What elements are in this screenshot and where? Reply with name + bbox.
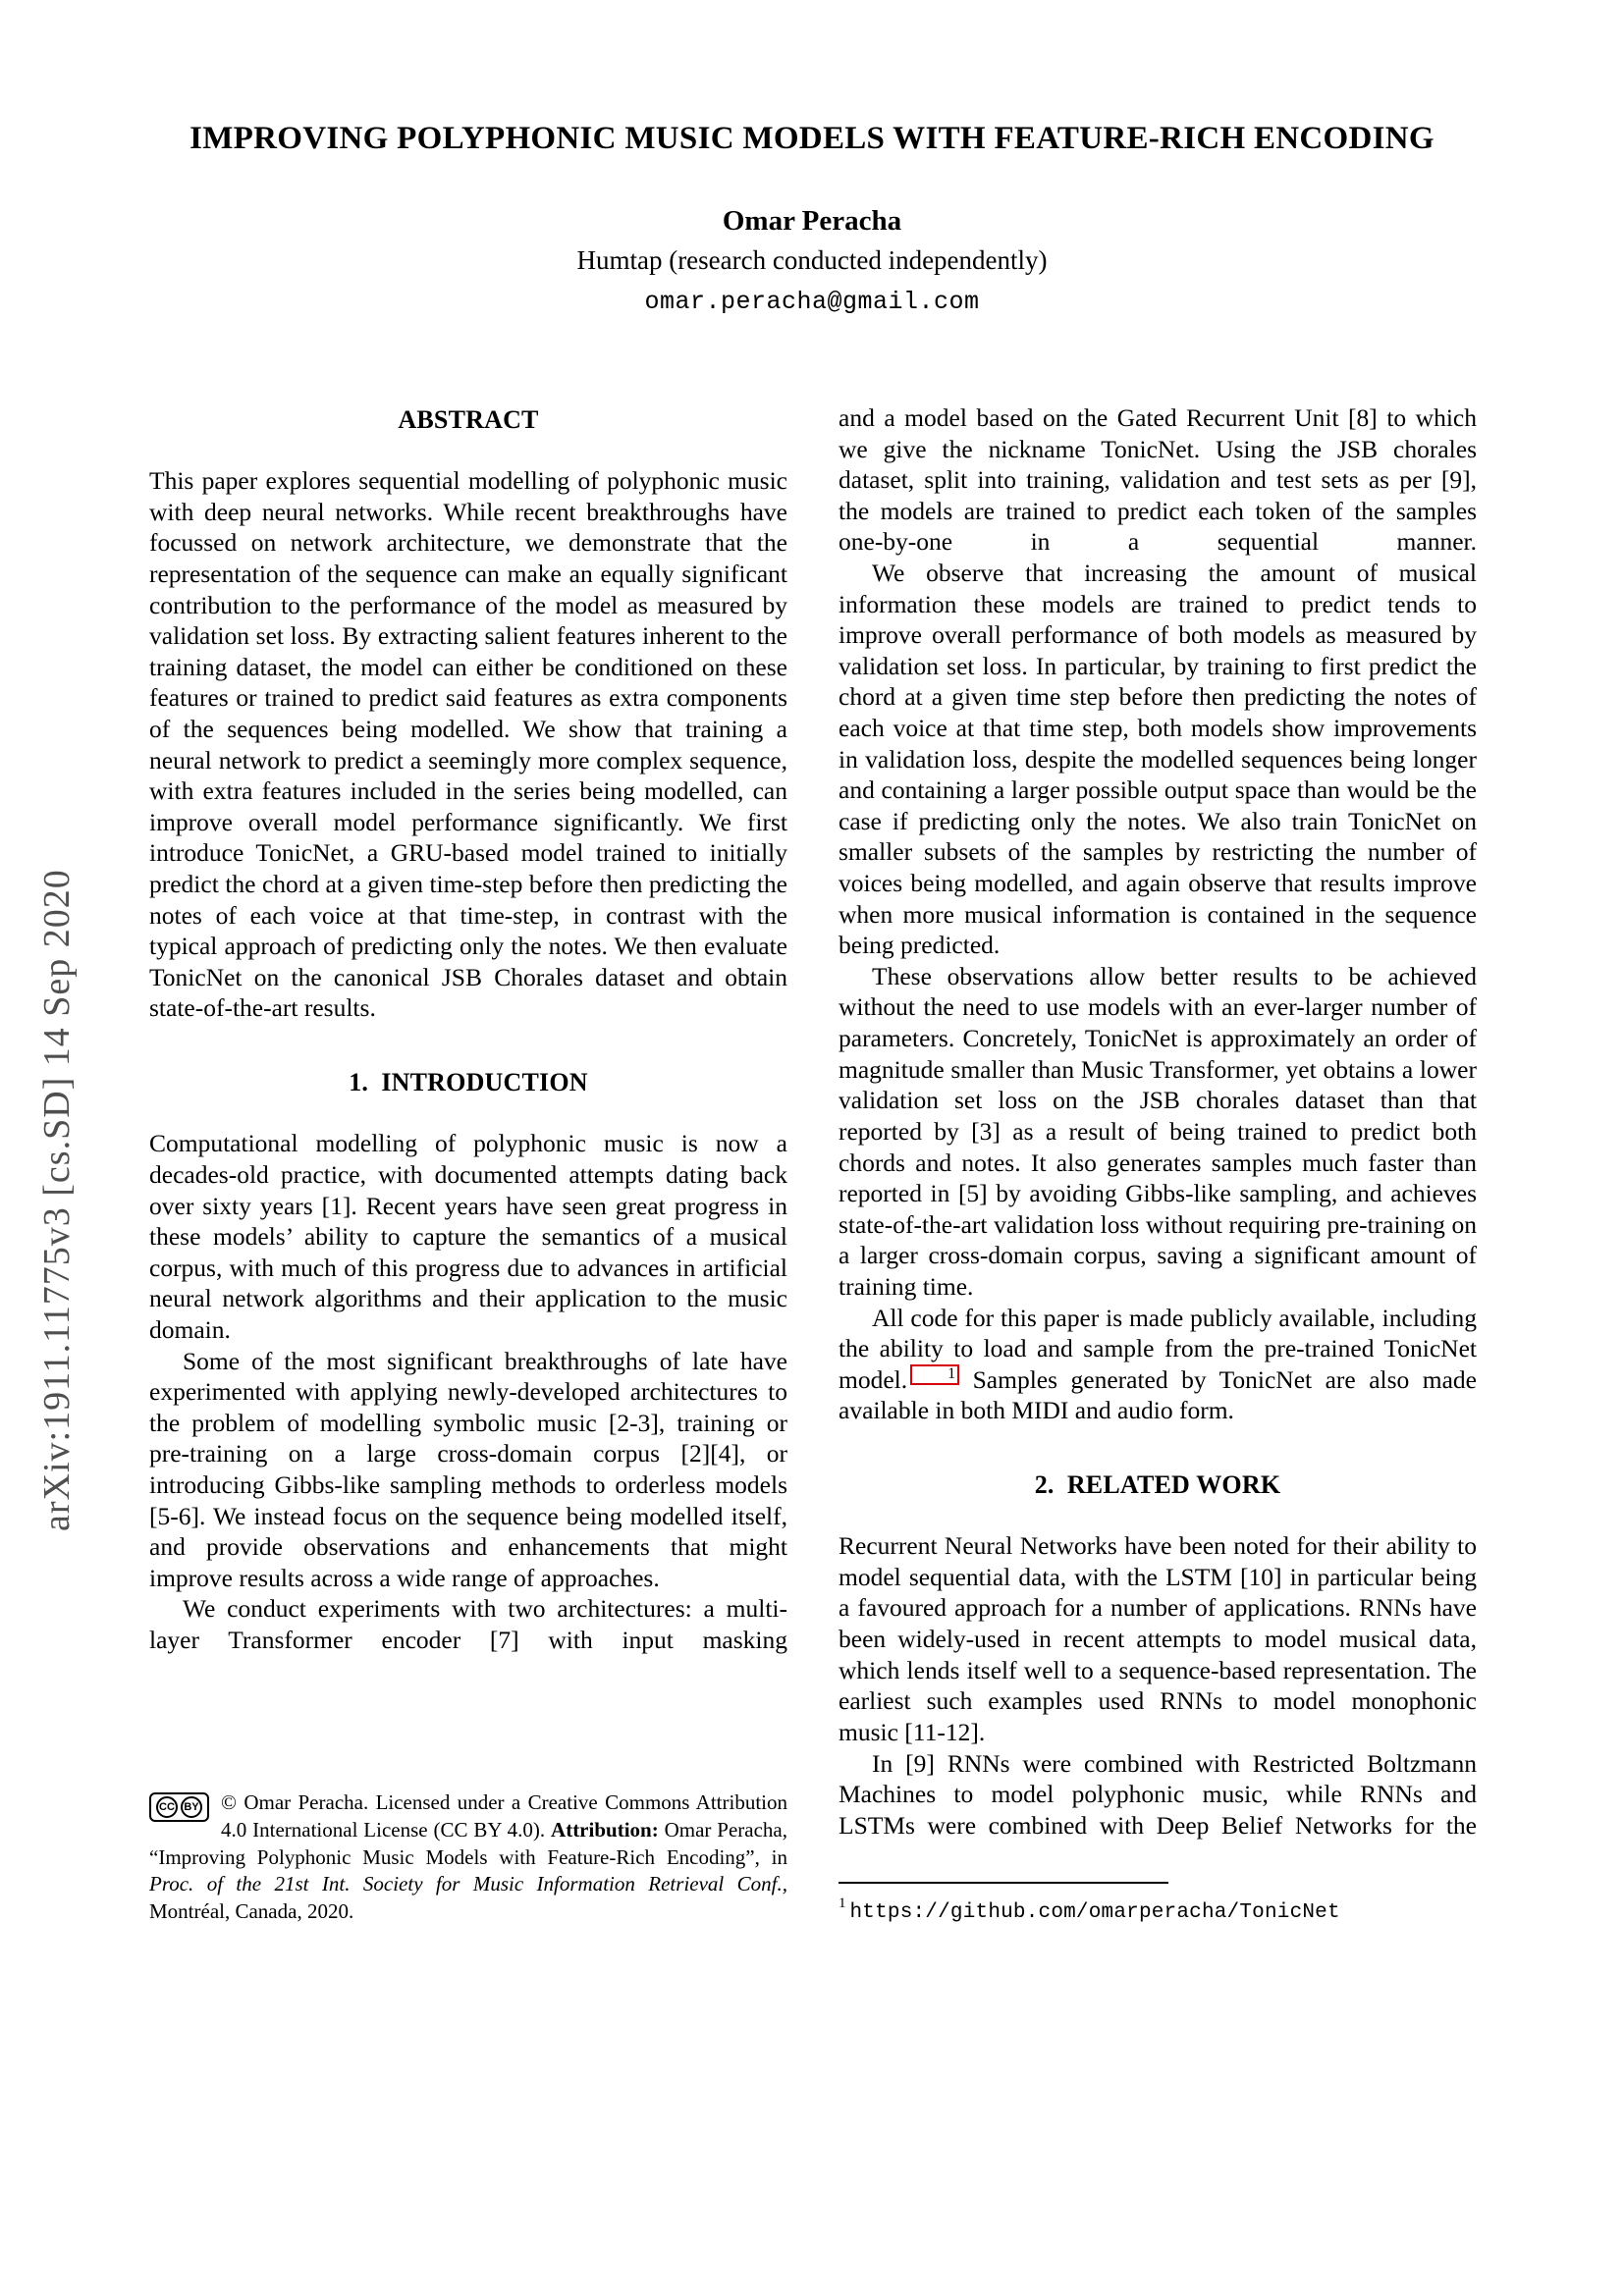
attribution-label: Attribution: — [551, 1818, 659, 1842]
col2-paragraph-4 — [839, 1303, 1477, 1426]
col2-paragraph-4-text: All code for this paper is made publicly available, including the ability to load and sample from the pre-trained TonicNet model. — [839, 1303, 1477, 1394]
author-name: Omar Peracha — [722, 204, 902, 237]
left-column — [149, 402, 787, 1926]
two-column-body — [149, 402, 1477, 1926]
license-location: Montréal, Canada, 2020. — [149, 1899, 354, 1924]
abstract-text: This paper explores sequential modelling of polyphonic music with deep neural networks. While recent breakthroughs have focussed on network architecture, we demonstrate that the representation of the sequence can make an equally significant contribution to the performance of the model as measured by validation set loss. By extracting salient features inherent to the training dataset, the model can either be conditioned on these features or trained to predict said features as extra components of the sequences being modelled. We show that training a neural network to predict a seemingly more complex sequence, with extra features included in the series being modelled, can improve overall model performance significantly. We first introduce TonicNet, a GRU-based model trained to initially predict the chord at a given time-step before then predicting the notes of each voice at that time-step, in contrast with the typical approach of predicting only the notes. We then evaluate TonicNet on the canonical JSB Chorales dataset and obtain state-of-the-art results. — [149, 466, 787, 1023]
author-email: omar.peracha@gmail.com — [644, 287, 980, 316]
author-affiliation: Humtap (research conducted independently) — [576, 244, 1048, 275]
footnote-block — [839, 1856, 1477, 1926]
intro-paragraph-3: We conduct experiments with two architectures: a multi-layer Transformer encoder [7] with input masking — [149, 1594, 787, 1655]
cc-icon: CC — [156, 1796, 178, 1818]
introduction-heading: 1. INTRODUCTION — [349, 1068, 588, 1097]
intro-paragraph-2: Some of the most significant breakthroughs of late have experimented with applying newly-developed architectures to the problem of modelling symbolic music [2-3], training or pre-training on a large cross-domain corpus [2][4], or introducing Gibbs-like sampling methods to orderless models [5-6]. We instead focus on the sequence being modelled itself, and provide observations and enhancements that might improve results across a wide range of approaches. — [149, 1346, 787, 1592]
license-block — [149, 1766, 787, 1926]
license-venue: Proc. of the 21st Int. Society for Music Information Retrieval Conf., — [149, 1872, 787, 1896]
footnote-url-link[interactable]: https://github.com/omarperacha/TonicNet — [849, 1900, 1340, 1924]
related-paragraph-1: Recurrent Neural Networks have been noted for their ability to model sequential data, with the LSTM [10] in particular being a favoured approach for a number of applications. RNNs have been widely-used in recent attempts to model musical data, which lends itself well to a sequence-based representation. The earliest such examples used RNNs to model monophonic music [11-12]. — [839, 1531, 1477, 1746]
paper-header — [0, 0, 1624, 316]
license-citation: Omar Peracha, “Improving Polyphonic Music Models with Feature-Rich Encoding”, in — [149, 1818, 787, 1869]
footnote-marker: 1 — [839, 1896, 846, 1912]
footnote-rule — [839, 1882, 1168, 1884]
col2-paragraph-3: These observations allow better results to be achieved without the need to use models with an ever-larger number of parameters. Concretely, TonicNet is approximately an order of magnitude smaller than Music Transformer, yet obtains a lower validation set loss on the JSB chorales dataset than that reported by [3] as a result of being trained to predict both chords and notes. It also generates samples much faster than reported in [5] by avoiding Gibbs-like sampling, and achieves state-of-the-art validation loss without requiring pre-training on a larger cross-domain corpus, saving a significant amount of training time. — [839, 961, 1477, 1301]
cc-license-badge-icon — [149, 1792, 209, 1822]
col2-paragraph-2: We observe that increasing the amount of musical information these models are trained to predict tends to improve overall performance of both models as measured by validation set loss. In particular, by training to first predict the chord at a given time step before then predicting the notes of each voice at that time step, both models show improvements in validation loss, despite the modelled sequences being longer and containing a larger possible output space than would be the case if predicting only the notes. We also train TonicNet on smaller subsets of the samples by restricting the number of voices being modelled, and again observe that results improve when more musical information is contained in the sequence being predicted. — [839, 558, 1477, 960]
license-text: © Omar Peracha. Licensed under a Creative Commons Attribution 4.0 International License (CC BY 4.0). — [221, 1790, 787, 1842]
footnote-1-link[interactable]: 1 — [910, 1364, 959, 1385]
arxiv-watermark: arXiv:1911.11775v3 [cs.SD] 14 Sep 2020 — [36, 869, 78, 1531]
paper-title: IMPROVING POLYPHONIC MUSIC MODELS WITH FEATURE-RICH ENCODING — [189, 121, 1435, 156]
col2-paragraph-1: and a model based on the Gated Recurrent Unit [8] to which we give the nickname TonicNet. Using the JSB chorales dataset, split into training, validation and test sets as per [9], the models are trained to predict each token of the samples one-by-one in a sequential manner. — [839, 402, 1477, 557]
related-paragraph-2: In [9] RNNs were combined with Restricted Boltzmann Machines to model polyphonic music, while RNNs and LSTMs were combined with Deep Belief Networks for the — [839, 1748, 1477, 1840]
right-column — [839, 402, 1477, 1926]
by-person-icon: BY — [181, 1796, 202, 1818]
col2-paragraph-4-text-after: Samples generated by TonicNet are also made available in both MIDI and audio form. — [839, 1364, 1477, 1425]
abstract-heading: ABSTRACT — [398, 404, 539, 434]
intro-paragraph-1: Computational modelling of polyphonic music is now a decades-old practice, with documented attempts dating back over sixty years [1]. Recent years have seen great progress in these models’ ability to capture the semantics of a musical corpus, with much of this progress due to advances in artificial neural network algorithms and their application to the music domain. — [149, 1129, 787, 1344]
related-work-heading: 2. RELATED WORK — [1034, 1470, 1281, 1499]
